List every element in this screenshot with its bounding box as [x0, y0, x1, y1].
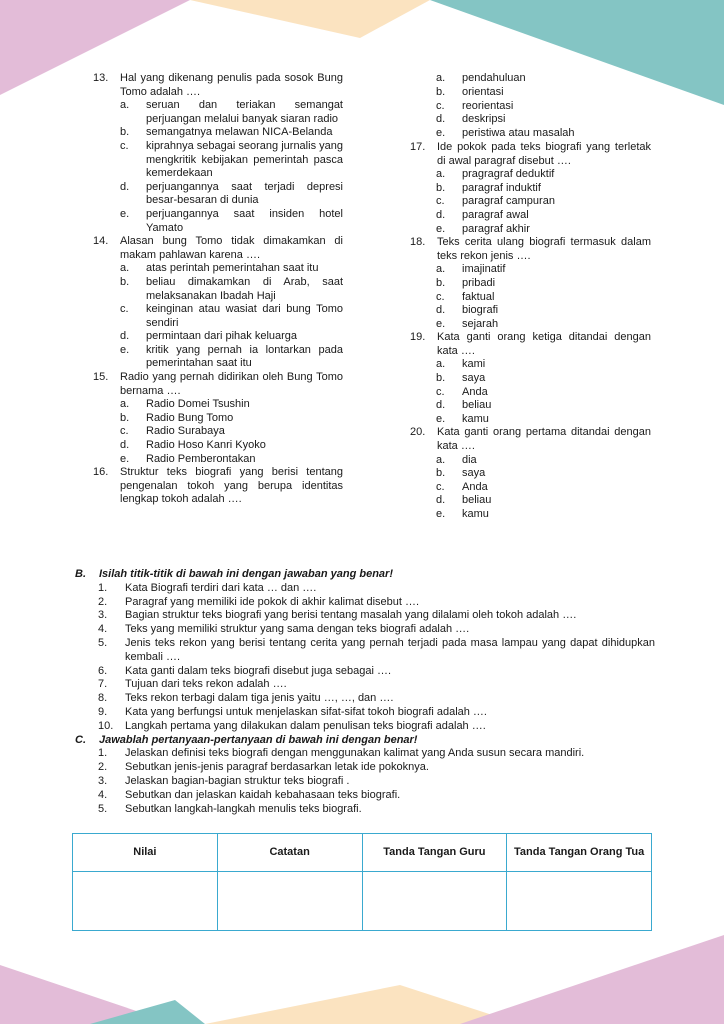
- option-letter: c.: [120, 303, 129, 316]
- option-text: paragraf akhir: [462, 222, 530, 235]
- option-text: peristiwa atau masalah: [462, 127, 575, 140]
- option-letter: a.: [120, 398, 130, 411]
- signature-table-body-row: [73, 872, 652, 931]
- item-text: Jenis teks rekon yang berisi tentang cerita yang pernah terjadi pada masa lampau yang dapat dihidupkan kembali ….: [125, 636, 655, 663]
- option-15b: [120, 412, 343, 426]
- section-c-item: [75, 775, 655, 789]
- option-letter: e.: [436, 127, 446, 140]
- option-letter: e.: [436, 412, 446, 425]
- option-letter: e.: [120, 452, 130, 465]
- option-18a: [436, 263, 651, 277]
- section-b-item: [75, 609, 655, 623]
- question-text: Teks cerita ulang biografi termasuk dalam teks rekon jenis ….: [437, 236, 651, 262]
- option-14a: [120, 262, 343, 276]
- option-letter: e.: [120, 207, 130, 220]
- question-text: Hal yang dikenang penulis pada sosok Bung Tomo adalah ….: [120, 72, 343, 98]
- item-text: Sebutkan langkah-langkah menulis teks biografi.: [125, 802, 362, 815]
- option-text: beliau: [462, 399, 492, 412]
- option-letter: c.: [436, 99, 445, 112]
- option-text: Radio Hoso Kanri Kyoko: [146, 439, 266, 452]
- section-c-item: [75, 747, 655, 761]
- option-text: kami: [462, 358, 486, 371]
- option-20a: [436, 454, 651, 468]
- question-text: Ide pokok pada teks biografi yang terletak di awal paragraf disebut ….: [437, 140, 651, 167]
- option-text: orientasi: [462, 85, 504, 98]
- option-text: deskripsi: [462, 113, 506, 126]
- option-letter: c.: [120, 425, 129, 438]
- item-number: 6.: [98, 664, 108, 677]
- option-letter: e.: [436, 222, 446, 235]
- question-14: [93, 235, 343, 262]
- section-b-item: [75, 623, 655, 637]
- option-16d: [436, 113, 651, 127]
- option-text: Radio Bung Tomo: [146, 411, 234, 424]
- section-b-item: [75, 596, 655, 610]
- option-text: beliau dimakamkan di Arab, saat melaksanakan Ibadah Haji: [146, 275, 343, 302]
- option-15d: [120, 439, 343, 453]
- option-13b: [120, 126, 343, 140]
- item-number: 2.: [98, 761, 108, 774]
- option-text: beliau: [462, 494, 492, 507]
- option-letter: c.: [120, 139, 129, 152]
- option-17b: [436, 182, 651, 196]
- question-16: [93, 466, 343, 507]
- section-c-item: [75, 803, 655, 817]
- option-text: Radio Domei Tsushin: [146, 398, 250, 411]
- option-letter: e.: [120, 343, 130, 356]
- option-18b: [436, 277, 651, 291]
- item-number: 3.: [98, 609, 108, 622]
- option-text: saya: [462, 467, 486, 480]
- option-13d: [120, 181, 343, 208]
- option-letter: c.: [436, 385, 445, 398]
- option-text: paragraf awal: [462, 208, 529, 221]
- question-18: [410, 236, 651, 263]
- question-number: 17.: [410, 140, 426, 153]
- option-text: pendahuluan: [462, 72, 526, 84]
- section-b-item: [75, 665, 655, 679]
- question-number: 16.: [93, 466, 109, 479]
- item-number: 9.: [98, 705, 108, 718]
- option-letter: d.: [436, 399, 446, 412]
- option-18e: [436, 318, 651, 332]
- section-b-item: [75, 706, 655, 720]
- item-number: 8.: [98, 692, 108, 705]
- item-text: Tujuan dari teks rekon adalah ….: [125, 678, 287, 691]
- option-letter: a.: [436, 358, 446, 371]
- item-number: 7.: [98, 678, 108, 691]
- section-c-heading: [75, 734, 655, 748]
- section-letter: B.: [75, 568, 86, 580]
- option-text: kamu: [462, 508, 489, 521]
- option-text: Radio Pemberontakan: [146, 452, 256, 465]
- option-17e: [436, 223, 651, 237]
- option-13e: [120, 208, 343, 235]
- option-letter: d.: [436, 113, 446, 126]
- option-18d: [436, 304, 651, 318]
- option-text: kiprahnya sebagai seorang jurnalis yang mengkritik kebijakan pemerintah pasca kemerdekaan: [146, 139, 343, 180]
- item-text: Jelaskan bagian-bagian struktur teks biografi .: [125, 774, 350, 787]
- option-letter: d.: [120, 439, 130, 452]
- option-17d: [436, 209, 651, 223]
- option-text: imajinatif: [462, 263, 506, 276]
- section-c-item: [75, 761, 655, 775]
- option-text: seruan dan teriakan semangat perjuangan melalui banyak siaran radio: [146, 99, 343, 125]
- option-17a: [436, 168, 651, 182]
- option-19d: [436, 399, 651, 413]
- option-letter: d.: [436, 304, 446, 317]
- section-c-item: [75, 789, 655, 803]
- signature-table-header-row: [73, 834, 652, 872]
- section-letter: C.: [75, 733, 86, 746]
- question-15: [93, 371, 343, 398]
- item-number: 5.: [98, 802, 108, 815]
- option-letter: a.: [436, 168, 446, 181]
- option-text: kamu: [462, 412, 489, 425]
- option-letter: b.: [436, 467, 446, 480]
- option-letter: b.: [120, 411, 130, 424]
- option-text: atas perintah pemerintahan saat itu: [146, 262, 319, 275]
- section-heading-text: Jawablah pertanyaan-pertanyaan di bawah ini dengan benar!: [99, 733, 418, 746]
- option-16b: [436, 86, 651, 100]
- question-number: 13.: [93, 72, 109, 84]
- orang-tua-signature-cell[interactable]: [507, 872, 652, 931]
- section-b-item: [75, 720, 655, 734]
- item-text: Kata ganti dalam teks biografi disebut juga sebagai ….: [125, 664, 391, 677]
- section-b-item: [75, 692, 655, 706]
- option-20d: [436, 494, 651, 508]
- option-14e: [120, 344, 343, 371]
- item-number: 4.: [98, 623, 108, 636]
- option-text: dia: [462, 453, 477, 466]
- option-text: paragraf induktif: [462, 181, 541, 194]
- option-text: Anda: [462, 385, 488, 398]
- option-17c: [436, 195, 651, 209]
- left-question-column: [93, 72, 343, 507]
- section-b-item: [75, 637, 655, 665]
- option-13c: [120, 140, 343, 181]
- option-text: pragragraf deduktif: [462, 168, 555, 181]
- item-text: Paragraf yang memiliki ide pokok di akhir kalimat disebut ….: [125, 595, 420, 608]
- option-letter: e.: [436, 508, 446, 521]
- option-text: sejarah: [462, 317, 499, 330]
- option-text: biografi: [462, 304, 499, 317]
- option-16e: [436, 127, 651, 141]
- option-19a: [436, 358, 651, 372]
- section-b: [75, 568, 655, 816]
- nilai-cell[interactable]: [73, 872, 218, 931]
- question-number: 18.: [410, 236, 426, 249]
- catatan-cell[interactable]: [217, 872, 362, 931]
- question-number: 14.: [93, 235, 109, 248]
- option-19b: [436, 372, 651, 386]
- option-letter: a.: [436, 72, 446, 84]
- item-text: Teks rekon terbagi dalam tiga jenis yaitu …, …, dan ….: [125, 692, 394, 705]
- option-letter: e.: [436, 317, 446, 330]
- option-20b: [436, 467, 651, 481]
- option-text: faktual: [462, 290, 495, 303]
- option-letter: b.: [436, 181, 446, 194]
- question-number: 15.: [93, 371, 109, 384]
- question-13: [93, 72, 343, 99]
- header-catatan: Catatan: [217, 834, 362, 872]
- option-letter: b.: [120, 126, 130, 139]
- option-text: saya: [462, 372, 486, 385]
- option-letter: b.: [436, 372, 446, 385]
- option-text: kritik yang pernah ia lontarkan pada pemerintahan saat itu: [146, 343, 343, 370]
- option-14d: [120, 330, 343, 344]
- option-letter: d.: [436, 208, 446, 221]
- item-number: 1.: [98, 581, 108, 594]
- option-19c: [436, 386, 651, 400]
- question-text: Alasan bung Tomo tidak dimakamkan di makam pahlawan karena ….: [120, 235, 343, 261]
- option-14b: [120, 276, 343, 303]
- option-letter: a.: [436, 263, 446, 276]
- option-letter: d.: [436, 494, 446, 507]
- option-15e: [120, 453, 343, 467]
- option-text: pribadi: [462, 276, 496, 289]
- option-text: paragraf campuran: [462, 195, 555, 208]
- option-15a: [120, 398, 343, 412]
- item-text: Jelaskan definisi teks biografi dengan menggunakan kalimat yang Anda susun secara mandiri.: [125, 747, 585, 760]
- section-b-heading: [75, 568, 655, 582]
- option-19e: [436, 413, 651, 427]
- option-text: reorientasi: [462, 99, 514, 112]
- guru-signature-cell[interactable]: [362, 872, 507, 931]
- question-text: Struktur teks biografi yang berisi tentang pengenalan tokoh yang berupa identitas lengkap tokoh adalah ….: [120, 466, 343, 506]
- option-16c: [436, 100, 651, 114]
- header-tanda-tangan-guru: Tanda Tangan Guru: [362, 834, 507, 872]
- option-letter: b.: [436, 276, 446, 289]
- question-text: Radio yang pernah didirikan oleh Bung Tomo bernama ….: [120, 371, 343, 397]
- option-letter: a.: [120, 99, 130, 112]
- option-text: Radio Surabaya: [146, 425, 225, 438]
- question-20: [410, 426, 651, 453]
- option-letter: c.: [436, 290, 445, 303]
- option-text: perjuangannya saat terjadi depresi besar-besaran di dunia: [146, 180, 343, 207]
- question-text: Kata ganti orang ketiga ditandai dengan kata ….: [437, 331, 651, 357]
- question-17: [410, 141, 651, 168]
- option-letter: a.: [120, 262, 130, 275]
- question-19: [410, 331, 651, 358]
- item-number: 3.: [98, 774, 108, 787]
- item-text: Sebutkan jenis-jenis paragraf berdasarkan letak ide pokoknya.: [125, 761, 429, 774]
- item-text: Langkah pertama yang dilakukan dalam penulisan teks biografi adalah ….: [125, 719, 486, 732]
- section-b-item: [75, 582, 655, 596]
- item-number: 1.: [98, 747, 108, 760]
- header-tanda-tangan-orang-tua: Tanda Tangan Orang Tua: [507, 834, 652, 872]
- item-number: 4.: [98, 788, 108, 801]
- option-letter: b.: [120, 275, 130, 288]
- option-letter: c.: [436, 195, 445, 208]
- option-text: keinginan atau wasiat dari bung Tomo sendiri: [146, 303, 343, 329]
- right-question-column: [410, 72, 651, 522]
- option-text: Anda: [462, 480, 488, 493]
- section-b-item: [75, 678, 655, 692]
- item-number: 5.: [98, 636, 108, 649]
- option-13a: [120, 99, 343, 126]
- item-text: Teks yang memiliki struktur yang sama dengan teks biografi adalah ….: [125, 623, 470, 636]
- item-text: Sebutkan dan jelaskan kaidah kebahasaan teks biografi.: [125, 788, 401, 801]
- section-heading-text: Isilah titik-titik di bawah ini dengan jawaban yang benar!: [99, 568, 393, 580]
- option-16a: [436, 72, 651, 86]
- option-text: permintaan dari pihak keluarga: [146, 330, 298, 343]
- option-14c: [120, 303, 343, 330]
- item-number: 2.: [98, 595, 108, 608]
- question-number: 20.: [410, 426, 426, 439]
- item-text: Bagian struktur teks biografi yang berisi tentang masalah yang dilalami oleh tokoh adalah ….: [125, 609, 577, 622]
- option-letter: d.: [120, 180, 130, 193]
- option-letter: a.: [436, 453, 446, 466]
- option-text: perjuangannya saat insiden hotel Yamato: [146, 207, 343, 234]
- question-number: 19.: [410, 331, 426, 344]
- option-18c: [436, 291, 651, 305]
- option-20c: [436, 481, 651, 495]
- question-text: Kata ganti orang pertama ditandai dengan kata ….: [437, 426, 651, 453]
- signature-table: [72, 833, 652, 931]
- option-letter: d.: [120, 330, 130, 343]
- header-nilai: Nilai: [73, 834, 218, 872]
- option-letter: b.: [436, 85, 446, 98]
- option-20e: [436, 508, 651, 522]
- option-letter: c.: [436, 480, 445, 493]
- item-text: Kata Biografi terdiri dari kata … dan ….: [125, 581, 317, 594]
- item-text: Kata yang berfungsi untuk menjelaskan sifat-sifat tokoh biografi adalah ….: [125, 705, 487, 718]
- option-text: semangatnya melawan NICA-Belanda: [146, 126, 333, 139]
- item-number: 10.: [98, 719, 114, 732]
- option-15c: [120, 425, 343, 439]
